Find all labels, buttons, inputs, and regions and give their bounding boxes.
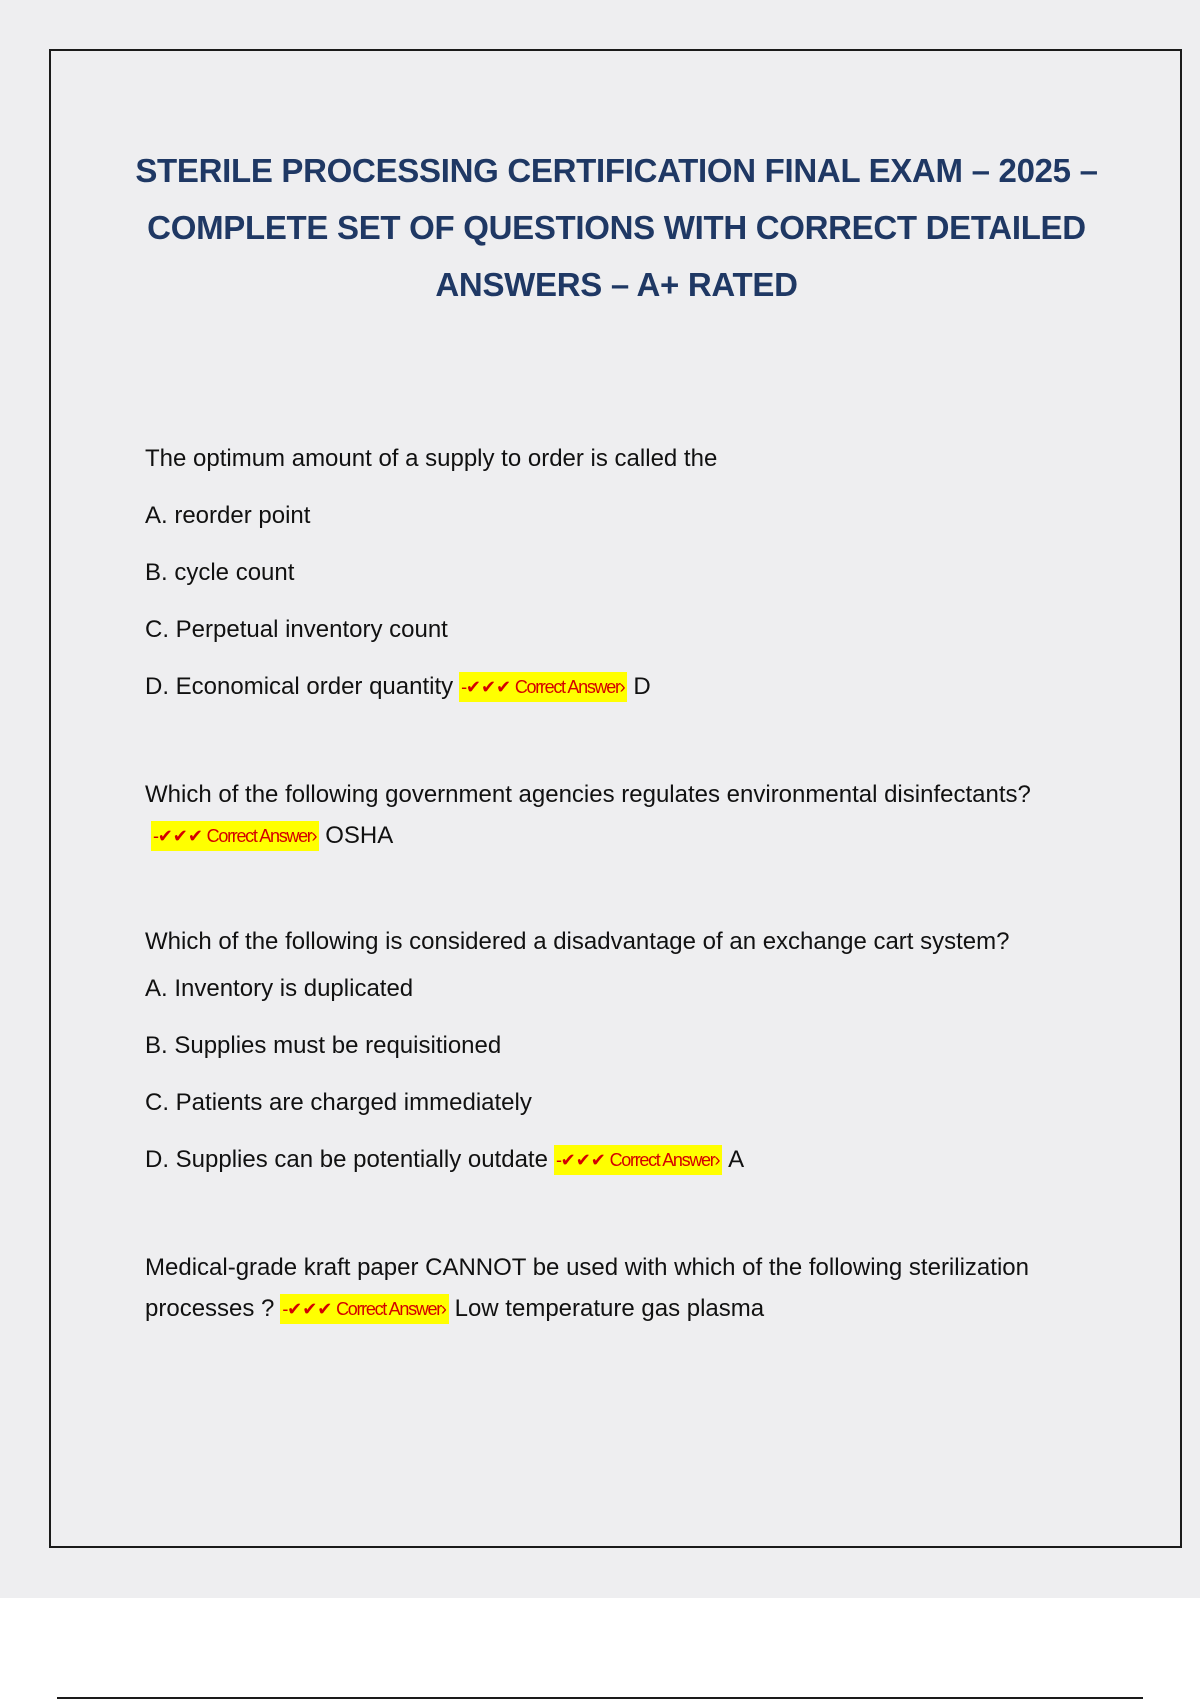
option-text: C. Patients are charged immediately [145, 1089, 532, 1116]
tag-label: Correct Answer [336, 1299, 441, 1319]
question-3-answer: A [728, 1146, 745, 1173]
question-4-answer: Low temperature gas plasma [454, 1295, 765, 1322]
tag-suffix: › [440, 1299, 446, 1319]
question-3-option-a [145, 968, 1105, 1009]
tag-prefix: - [282, 1299, 288, 1319]
option-text: D. Economical order quantity [145, 673, 454, 700]
question-3 [145, 921, 1105, 1180]
question-4-text [145, 1247, 1105, 1329]
question-1-text: The optimum amount of a supply to order is called the [145, 445, 718, 472]
option-text: A. reorder point [145, 502, 311, 529]
option-text: B. Supplies must be requisitioned [145, 1032, 502, 1059]
question-text: Which of the following government agencies regulates environmental disinfectants? [145, 781, 1031, 808]
document-title: STERILE PROCESSING CERTIFICATION FINAL EXAM – 2025 – COMPLETE SET OF QUESTIONS WITH CORRECT DETAILED ANSWERS – A+ RATED [135, 152, 1098, 303]
question-2-text [145, 774, 1105, 856]
question-1-option-c [145, 609, 1105, 650]
correct-answer-tag [280, 1294, 448, 1324]
tag-label: Correct Answer [609, 1150, 715, 1170]
option-text: B. cycle count [145, 559, 295, 586]
tag-label: Correct Answer [514, 677, 620, 697]
option-text: C. Perpetual inventory count [145, 616, 448, 643]
correct-answer-tag [151, 821, 319, 851]
question-1-answer: D [633, 673, 651, 700]
tag-prefix: - [153, 826, 158, 846]
checkmark-icon: ✔✔✔ [465, 677, 512, 697]
question-1-option-a [145, 495, 1105, 536]
tag-label: Correct Answer [206, 826, 312, 846]
question-list [145, 438, 1105, 1329]
question-1 [145, 438, 1105, 707]
question-3-option-b [145, 1025, 1105, 1066]
question-2 [145, 774, 1105, 856]
tag-suffix: › [311, 826, 317, 846]
checkmark-icon: ✔✔✔ [560, 1150, 606, 1170]
tag-prefix: - [555, 1150, 561, 1170]
question-3-text: Which of the following is considered a disadvantage of an exchange cart system? [145, 928, 1010, 955]
correct-answer-tag [459, 672, 627, 702]
question-3-option-d [145, 1139, 1105, 1180]
option-text: A. Inventory is duplicated [145, 975, 414, 1002]
checkmark-icon: ✔✔✔ [157, 826, 203, 846]
question-2-answer: OSHA [325, 822, 394, 849]
tag-suffix: › [714, 1150, 720, 1170]
question-1-option-d [145, 666, 1105, 707]
checkmark-icon: ✔✔✔ [287, 1299, 333, 1319]
tag-prefix: - [461, 677, 466, 697]
question-1-option-b [145, 552, 1105, 593]
question-4 [145, 1247, 1105, 1329]
correct-answer-tag [554, 1145, 722, 1175]
question-text: Medical-grade kraft paper CANNOT be used with which of the following sterilization processes ? [145, 1254, 1029, 1322]
question-3-option-c [145, 1082, 1105, 1123]
option-text: D. Supplies can be potentially outdate [145, 1146, 548, 1173]
tag-suffix: › [619, 677, 625, 697]
footer-rule [57, 1697, 1143, 1699]
